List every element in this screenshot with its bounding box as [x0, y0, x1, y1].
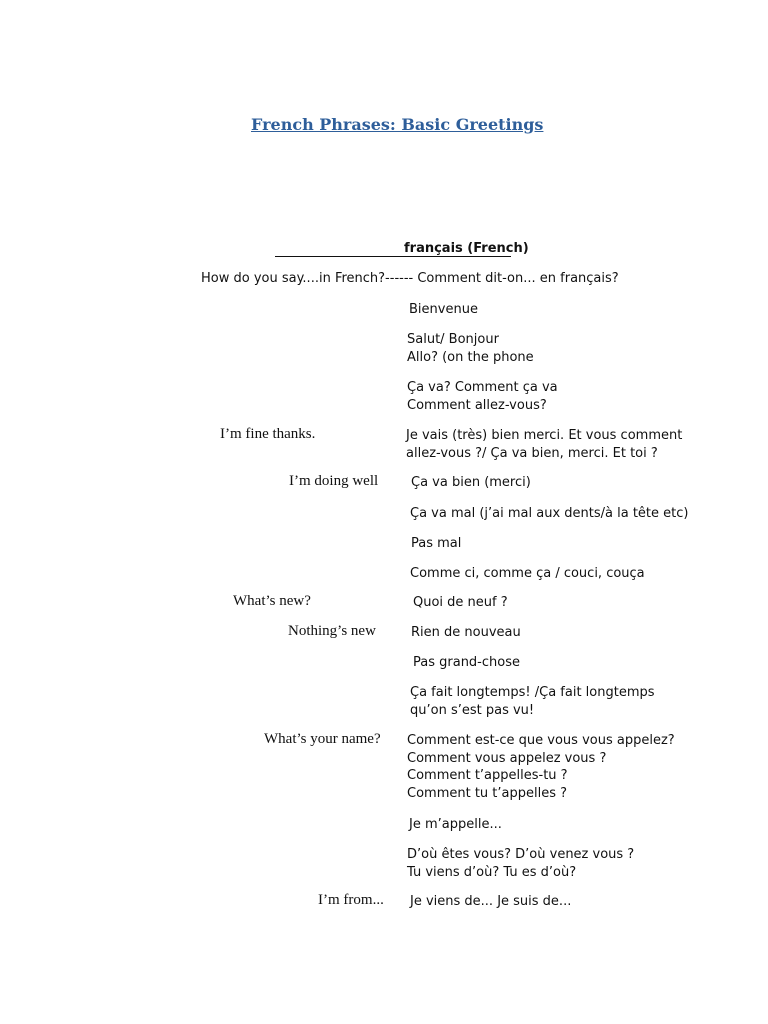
- french-line: Comment tu t’appelles ?: [407, 785, 568, 801]
- english-phrase: I’m doing well: [289, 473, 379, 489]
- english-phrase: I’m fine thanks.: [220, 426, 316, 442]
- french-phrase: [406, 427, 682, 462]
- intro-line: How do you say....in French?------ Comment dit-on... en français?: [201, 271, 619, 286]
- french-line: Je viens de... Je suis de...: [410, 894, 572, 909]
- french-line: Comment vous appelez vous ?: [407, 750, 607, 766]
- french-phrase: [410, 565, 645, 583]
- english-phrase: What’s your name?: [264, 731, 381, 747]
- french-line: Pas mal: [411, 536, 462, 551]
- french-line: Quoi de neuf ?: [413, 595, 508, 610]
- french-line: Comme ci, comme ça / couci, couça: [410, 566, 645, 581]
- french-line: Bienvenue: [409, 302, 478, 317]
- french-line: Je vais (très) bien merci. Et vous comment: [406, 428, 683, 443]
- french-line: Ça va mal (j’ai mal aux dents/à la tête etc): [410, 506, 689, 521]
- document-title: French Phrases: Basic Greetings: [251, 115, 544, 134]
- french-line: Comment t’appelles-tu ?: [407, 768, 568, 783]
- french-line: Comment allez-vous?: [407, 397, 547, 413]
- french-phrase: [409, 816, 502, 834]
- french-phrase: [410, 505, 688, 523]
- english-phrase: Nothing’s new: [288, 623, 376, 639]
- french-line: Je m’appelle...: [409, 817, 502, 832]
- column-header-underline: [275, 256, 511, 257]
- french-phrase: [407, 846, 634, 881]
- french-line: Allo? (on the phone: [407, 349, 534, 365]
- french-phrase: [409, 301, 478, 319]
- french-line: D’où êtes vous? D’où venez vous ?: [407, 847, 635, 862]
- french-line: Ça va? Comment ça va: [407, 380, 558, 395]
- french-phrase: [413, 654, 520, 672]
- french-line: Pas grand-chose: [413, 655, 520, 670]
- column-header-label: français (French): [404, 241, 529, 256]
- french-phrase: [411, 624, 521, 642]
- french-phrase: [413, 594, 508, 612]
- french-line: Comment est-ce que vous vous appelez?: [407, 733, 675, 748]
- french-phrase: [411, 535, 461, 553]
- french-phrase: [410, 893, 571, 911]
- french-line: Tu viens d’où? Tu es d’où?: [407, 864, 577, 880]
- french-line: Ça fait longtemps! /Ça fait longtemps: [410, 685, 655, 700]
- french-phrase: [407, 732, 675, 802]
- french-phrase: [410, 684, 655, 719]
- english-phrase: What’s new?: [233, 593, 311, 609]
- french-phrase: [407, 331, 534, 366]
- english-phrase: I’m from...: [318, 892, 384, 908]
- french-line: allez-vous ?/ Ça va bien, merci. Et toi ?: [406, 445, 658, 461]
- french-line: qu’on s’est pas vu!: [410, 702, 535, 718]
- french-phrase: [407, 379, 558, 414]
- french-line: Salut/ Bonjour: [407, 332, 499, 347]
- french-line: Rien de nouveau: [411, 625, 521, 640]
- french-phrase: [411, 474, 531, 492]
- french-line: Ça va bien (merci): [411, 475, 531, 490]
